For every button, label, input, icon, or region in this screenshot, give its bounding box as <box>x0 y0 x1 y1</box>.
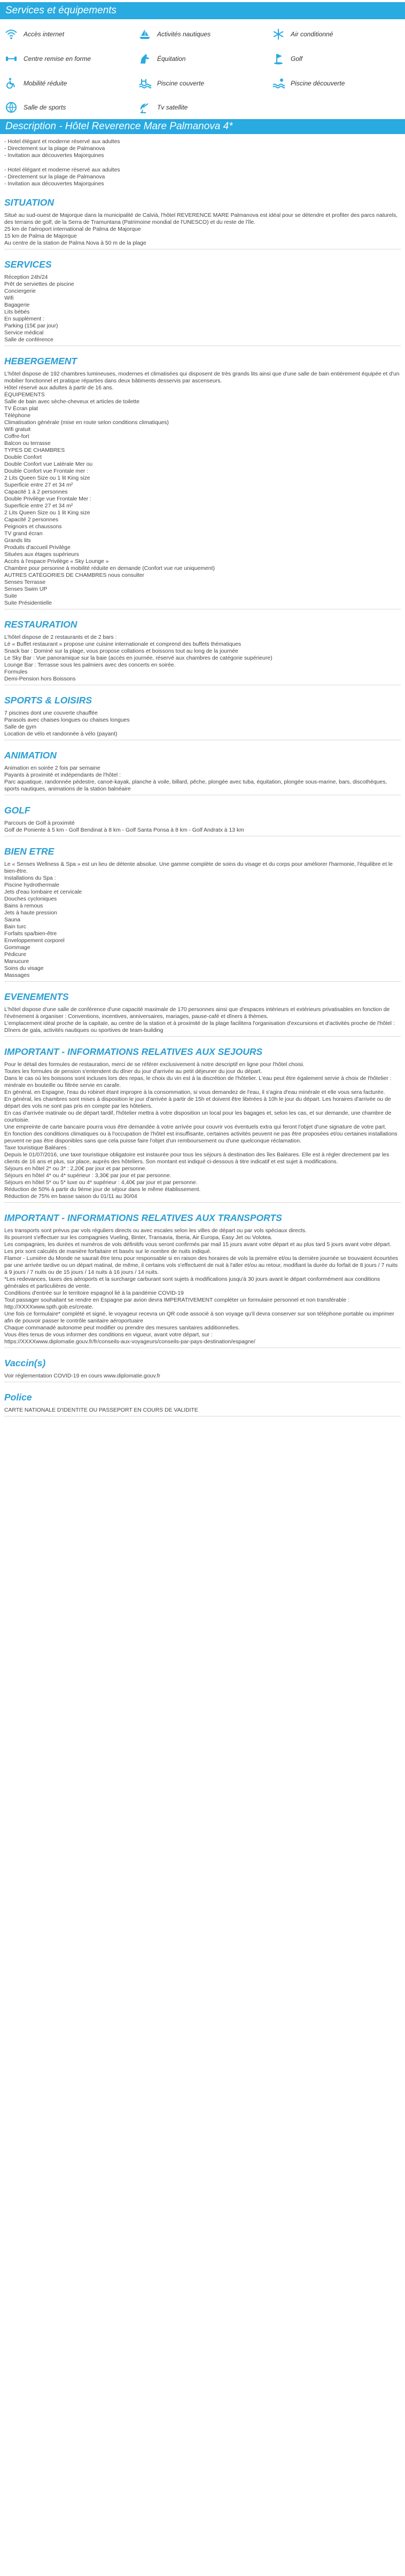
description-content <box>0 134 405 1416</box>
text-line: Wifi <box>4 295 14 301</box>
text-line: Toutes les formules de pension s'entendent du dîner du jour d'arrivée au petit déjeuner du jour du départ. <box>4 1069 262 1075</box>
amenities-grid <box>0 19 405 119</box>
text-line: Le Sky Bar : Vue panoramique sur la baie (accès en journée, réservé aux chambres de catégorie supérieure) <box>4 655 272 661</box>
section <box>4 695 401 740</box>
snowflake-icon <box>271 28 285 40</box>
services-header-title: Services et équipements <box>5 5 117 16</box>
text-line: Suite Présidentielle <box>4 600 52 606</box>
text-line: - Hotel élégant et moderne réservé aux adultes <box>4 139 120 145</box>
text-line: Superficie entre 27 et 34 m² <box>4 482 73 488</box>
text-line: Pédicure <box>4 952 27 958</box>
text-line: Animation en soirée 2 fois par semaine <box>4 765 100 771</box>
section-title: ANIMATION <box>4 750 57 761</box>
amenity-item <box>138 25 271 44</box>
text-line: Lounge Bar : Terrasse sous les palmiers avec des concerts en soirée. <box>4 662 176 668</box>
text-line: Gommage <box>4 945 30 951</box>
text-line: Une empreinte de carte bancaire pourra vous être demandée à votre arrivée pour couvrir vos éventuels extra qui feront l'objet d'une signature de votre part. <box>4 1124 386 1130</box>
text-line: ÉQUIPEMENTS <box>4 392 45 398</box>
text-line: 25 km de l'aéroport international de Palma de Majorque <box>4 226 141 232</box>
text-line: Senses Terrasse <box>4 580 46 585</box>
text-line: En général, les chambres sont mises à disposition le jour d'arrivée à partir de 15h et doivent être libérées à 10h le jour du départ. Les horaires d'arrivée ou de départ des vols ne sont pas pris en compte par les hôteliers. <box>4 1097 391 1109</box>
text-line: L'hôtel dispose de 2 restaurants et de 2 bars : <box>4 635 117 640</box>
text-line: Douches cycloniques <box>4 896 57 902</box>
section <box>4 1212 401 1348</box>
text-line: - Hotel élégant et moderne réservé aux adultes <box>4 167 120 173</box>
outdoor-pool-icon <box>271 77 285 89</box>
text-line: Parcours de Golf à proximité <box>4 820 75 826</box>
amenity-item <box>138 49 271 68</box>
amenity-item <box>138 74 271 93</box>
text-line: Salle de conférence <box>4 337 53 343</box>
amenity-label: Activités nautiques <box>157 30 211 38</box>
text-line: CARTE NATIONALE D'IDENTITE OU PASSEPORT EN COURS DE VALIDITE <box>4 1407 198 1413</box>
intro-block-1 <box>4 138 401 159</box>
amenity-label: Air conditionné <box>291 30 333 38</box>
text-line: Conciergerie <box>4 288 36 294</box>
section-title: SITUATION <box>4 197 54 208</box>
section-body <box>4 765 401 793</box>
text-line: Taxe touristique Baléares : <box>4 1145 70 1151</box>
section <box>4 1046 401 1203</box>
text-line: Piscine hydrothermale <box>4 882 59 888</box>
text-line: Téléphone <box>4 413 31 419</box>
section-body <box>4 1407 401 1414</box>
text-line: - Invitation aux découvertes Majorquines <box>4 181 104 187</box>
amenity-item <box>4 98 138 117</box>
text-line: Jets à haute pression <box>4 910 57 916</box>
text-line: Lits bébés <box>4 309 30 315</box>
wheelchair-icon <box>4 77 18 89</box>
boat-icon <box>138 28 152 40</box>
section-body <box>4 710 401 738</box>
text-line: Suite <box>4 593 17 599</box>
text-line: Chambre pour personne à mobilité réduite en demande (Confort vue rue uniquement) <box>4 566 215 571</box>
text-line: Snack bar : Dominé sur la plage, vous propose collations et boissons tout au long de la journée <box>4 648 238 654</box>
text-line: Location de vélo et randonnée à vélo (payant) <box>4 731 118 737</box>
text-line: Séjours en hôtel 5* ou 5* luxe ou 4* supérieur : 4,40€ par jour et par personne. <box>4 1180 198 1186</box>
text-line: Conditions d'entrée sur le territoire espagnol lié à la pandémie COVID-19 <box>4 1290 184 1296</box>
divider <box>4 1036 401 1037</box>
text-line: Soins du visage <box>4 966 44 972</box>
text-line: Capacité 2 personnes <box>4 517 59 523</box>
description-title: Description - Hôtel Reverence Mare Palmanova 4* <box>5 121 233 132</box>
section-body <box>4 1061 401 1200</box>
text-line: https://XXXXwww.diplomatie.gouv.fr/fr/conseils-aux-voyageurs/conseils-par-pays-destination/espagne/ <box>4 1339 255 1345</box>
intro-block-2 <box>4 167 401 187</box>
text-line: Bagagerie <box>4 302 30 308</box>
section-title: GOLF <box>4 805 30 816</box>
text-line: Wifi gratuit <box>4 427 31 433</box>
amenity-item <box>271 25 405 44</box>
text-line: Ils pourront s'effectuer sur les compagnies Vueling, Binter, Transavia, Iberia, Air Europa, Easy Jet ou Volotea. <box>4 1235 272 1241</box>
text-line: 7 piscines dont une couverte chauffée <box>4 710 98 716</box>
text-line: En fonction des conditions climatiques ou à l'occupation de l'hôtel est insuffisante, certaines activités peuvent ne pas être proposées et/ou certaines installations peuvent ne pas être disponibles sans que cela puisse faire l'objet d'un remboursement ou d'une quelconque réclamation. <box>4 1131 398 1144</box>
text-line: Grands lits <box>4 538 31 544</box>
section <box>4 750 401 795</box>
text-line: Salle de bain avec sèche-cheveux et articles de toilette <box>4 399 139 405</box>
text-line: TV grand écran <box>4 531 43 537</box>
section-body <box>4 371 401 607</box>
text-line: Sauna <box>4 917 21 923</box>
horse-icon <box>138 53 152 65</box>
text-line: Dans le cas où les boissons sont incluses lors des repas, le choix du vin est à la discrétion de l'hôtelier. L'eau peut être également servie à choix de l'hôtelier : minérale en bouteille ou filtrée servie en carafe. <box>4 1076 392 1089</box>
text-line: Manucure <box>4 959 29 965</box>
section-title: SPORTS & LOISIRS <box>4 695 92 706</box>
text-line: Balcon ou terrasse <box>4 441 51 447</box>
section <box>4 991 401 1037</box>
amenity-label: Mobilité réduite <box>24 79 67 87</box>
text-line: L'hôtel dispose d'une salle de conférence d'une capacité maximale de 170 personnes ainsi que d'espaces intérieurs et extérieurs privatisables en fonction de l'événement à organiser : Conventions, incentives, anniversaires, mariages, pause-café et dîners à thèmes. <box>4 1007 390 1020</box>
divider <box>4 981 401 982</box>
text-line: Situées aux étages supérieurs <box>4 552 79 558</box>
text-line: Formules <box>4 669 28 675</box>
text-line: 2 Lits Queen Size ou 1 lit King size <box>4 510 90 516</box>
text-line: Bain turc <box>4 924 27 930</box>
amenity-label: Golf <box>291 54 303 62</box>
section-title: SERVICES <box>4 259 52 270</box>
text-line: Parasols avec chaises longues ou chaises longues <box>4 717 130 723</box>
section-body <box>4 634 401 683</box>
section-title: BIEN ETRE <box>4 846 54 857</box>
text-line: Produits d'accueil Privilège <box>4 545 71 551</box>
text-line: Séjours en hôtel 2* ou 3* : 2,20€ par jour et par personne. <box>4 1166 147 1172</box>
text-line: Capacité 1 à 2 personnes <box>4 489 68 495</box>
text-line: Au centre de la station de Palma Nova à 50 m de la plage <box>4 240 146 246</box>
section <box>4 356 401 609</box>
text-line: Jets d'eau lombaire et cervicale <box>4 889 82 895</box>
text-line: Tout passager souhaitant se rendre en Espagne par avion devra IMPERATIVEMENT compléter un formulaire personnel et non transférable : http://XXXXwww.spth.gob.es/create. <box>4 1297 349 1310</box>
text-line: Prêt de serviettes de piscine <box>4 281 74 287</box>
text-line: Enveloppement corporel <box>4 938 65 944</box>
section-title: Vaccin(s) <box>4 1358 46 1368</box>
text-line: Parc aquatique, randonnée pédestre, canoë-kayak, planche à voile, billard, pêche, plongée avec tuba, équitation, plongée sous-marine, bars, discothèques, sports nautiques, animations de la station balnéaire <box>4 779 387 792</box>
services-header-band <box>0 2 405 19</box>
text-line: Les prix sont calculés de manière forfaitaire et basés sur le nombre de nuits indiqué. <box>4 1249 212 1255</box>
text-line: Salle de gym <box>4 724 37 730</box>
text-line: L'hôtel dispose de 192 chambres lumineuses, modernes et climatisées qui disposent de très grands lits ainsi que d'une salle de bain entièrement équipée et d'un mobilier fonctionnel et pratique réparties dans deux bâtiments desservis par ascenseurs. <box>4 371 400 384</box>
section <box>4 259 401 346</box>
amenity-item <box>4 74 138 93</box>
amenity-label: Équitation <box>157 54 186 62</box>
section <box>4 805 401 836</box>
text-line: Demi-Pension hors Boissons <box>4 676 76 682</box>
text-line: Senses Swim UP <box>4 586 48 592</box>
text-line: - Directement sur la plage de Palmanova <box>4 174 105 180</box>
text-line: Les transports sont prévus par vols réguliers directs ou avec escales selon les villes de départ ou par vols spéciaux directs. <box>4 1228 307 1234</box>
section-body <box>4 212 401 247</box>
text-line: Une fois ce formulaire* complété et signé, le voyageur recevra un QR code associé à son voyage qu'il devra conserver sur son téléphone portable ou imprimer afin de pouvoir passer le contrôle sanitaire aéroportuaire <box>4 1311 394 1324</box>
text-line: Double Confort vue Frontale mer : <box>4 468 89 474</box>
amenity-label: Tv satellite <box>157 104 188 112</box>
text-line: En supplément : <box>4 316 45 322</box>
text-line: Réduction de 75% en basse saison du 01/11 au 30/04 <box>4 1194 137 1200</box>
text-line: Golf de Poniente à 5 km - Golf Bendinat à 8 km - Golf Santa Ponsa à 8 km - Golf Andratx à 13 km <box>4 827 244 833</box>
description-header-band <box>0 119 405 134</box>
text-line: - Invitation aux découvertes Majorquines <box>4 153 104 159</box>
amenity-item <box>138 98 271 117</box>
text-line: Double Confort vue Latérale Mer ou <box>4 461 93 467</box>
amenity-item <box>4 49 138 68</box>
text-line: Lé « Buffet restaurant » propose une cuisine internationale et comprend des buffets thématiques <box>4 641 242 647</box>
section-body <box>4 820 401 834</box>
section-title: RESTAURATION <box>4 619 77 630</box>
text-line: Parking (15€ par jour) <box>4 323 58 329</box>
section-body <box>4 1227 401 1345</box>
text-line: En cas d'arrivée matinale ou de départ tardif, l'hôtelier mettra à votre disposition un local pour les bagages et, selon les cas, et sur demande, une chambre de courtoisie. <box>4 1110 392 1123</box>
text-line: Forfaits spa/bien-être <box>4 931 57 937</box>
section <box>4 1392 401 1416</box>
amenity-item <box>4 25 138 44</box>
sections-container <box>4 197 401 1416</box>
text-line: Massages <box>4 973 30 978</box>
text-line: Double Confort <box>4 455 42 460</box>
text-line: Pour le détail des formules de restauration, merci de se référer exclusivement à notre descriptif en ligne pour l'hôtel choisi. <box>4 1062 305 1068</box>
text-line: *Les redevances, taxes des aéroports et la surcharge carburant sont sujets à modifications jusqu'à 30 jours avant le départ conformément aux conditions générales et particulières de vente. <box>4 1277 380 1289</box>
text-line: L'emplacement idéal proche de la capitale, au centre de la station et à proximité de la plage facilitera l'organisation d'excursions et d'activités proche de l'hôtel : Dîners de gala, activités nautiques ou sportives de team-building <box>4 1021 395 1033</box>
text-line: Vous êtes tenus de vous informer des conditions en vigueur, avant votre départ, sur : <box>4 1332 213 1338</box>
satellite-icon <box>138 101 152 113</box>
text-line: Depuis le 01/07/2016, une taxe touristique obligatoire est instaurée pour tous les séjours à destination des îles Baléares. Elle est à régler directement par les clients de 16 ans et plus, sur place, auprès des hôteliers. Son montant est indiqué ci-dessous à titre indicatif et est sujet à modifications. <box>4 1152 390 1165</box>
text-line: Service médical <box>4 330 44 336</box>
text-line: Hôtel réservé aux adultes à partir de 16 ans. <box>4 385 114 391</box>
text-line: 15 km de Palma de Majorque <box>4 233 77 239</box>
dumbbell-icon <box>4 53 18 65</box>
text-line: TYPES DE CHAMBRES <box>4 448 65 453</box>
section-body <box>4 861 401 979</box>
golf-flag-icon <box>271 53 285 65</box>
amenity-label: Centre remise en forme <box>24 54 91 62</box>
section <box>4 197 401 249</box>
text-line: Réception 24h/24 <box>4 275 48 280</box>
section-title: HEBERGEMENT <box>4 356 77 366</box>
text-line: TV Écran plat <box>4 406 38 412</box>
amenity-label: Salle de sports <box>24 104 66 112</box>
text-line: 2 Lits Queen Size ou 1 lit King size <box>4 475 90 481</box>
text-line: Superficie entre 27 et 34 m² <box>4 503 73 509</box>
text-line: En général, en Espagne, l'eau du robinet étant impropre à la consommation, si vous demandez de l'eau, il s'agira d'eau minérale et elle vous sera facturée. <box>4 1090 385 1095</box>
wifi-icon <box>4 28 18 40</box>
text-line: Les compagnies, les durées et numéros de vols définitifs vous seront confirmés par mail 15 jours avant votre départ et au plus tard 5 jours avant votre départ. <box>4 1242 392 1248</box>
text-line: Situé au sud-ouest de Majorque dans la municipalité de Calvià, l'hôtel REVERENCE MARE Palmanova est idéal pour se détendre et profiter des parcs naturels, des terrains de golf, de la Serra de Tramuntana (Patrimoine mondial de l'UNESCO) et du reste de l'île. <box>4 213 398 225</box>
section-body <box>4 1006 401 1034</box>
text-line: Séjours en hôtel 4* ou 4* supérieur : 3,30€ par jour et par personne. <box>4 1173 172 1179</box>
sport-icon <box>4 101 18 113</box>
text-line: Flamor - Lumière du Monde ne saurait être tenu pour responsable si en raison des horaires de vols la première et/ou la dernière journée se trouvaient écourtées par une arrivée tardive ou un départ matinal, de même, il certains vols s'effectuent de nuit à l'aller et/ou au retour, modifiant la durée du forfait de 8 jours / 7 nuits à 9 jours / 7 nuits ou de 15 jours / 14 nuits à 16 jours / 14 nuits. <box>4 1256 398 1275</box>
text-line: Payants à proximité et indépendants de l'hôtel : <box>4 772 121 778</box>
text-line: AUTRES CATÉGORIES DE CHAMBRES nous consulter <box>4 573 144 578</box>
section <box>4 1358 401 1382</box>
amenity-item <box>271 49 405 68</box>
text-line: Accès à l'espace Privilège « Sky Lounge » <box>4 559 109 565</box>
section <box>4 619 401 685</box>
pool-icon <box>138 77 152 89</box>
amenity-item <box>271 74 405 93</box>
text-line: - Directement sur la plage de Palmanova <box>4 146 105 152</box>
section-body <box>4 274 401 343</box>
section-title: IMPORTANT - INFORMATIONS RELATIVES AUX SEJOURS <box>4 1046 263 1057</box>
text-line: Le « Senses Wellness & Spa » est un lieu de détente absolue. Une gamme complète de soins du visage et du corps pour améliorer l'harmonie, l'équilibre et le bien-être. <box>4 862 393 874</box>
text-line: Peignoirs et chaussons <box>4 524 62 530</box>
text-line: Voir réglementation COVID-19 en cours www.diplomatie.gouv.fr <box>4 1373 161 1379</box>
amenity-label: Piscine couverte <box>157 79 205 87</box>
text-line: Climatisation générale (mise en route selon conditions climatiques) <box>4 420 169 426</box>
section-title: IMPORTANT - INFORMATIONS RELATIVES AUX TRANSPORTS <box>4 1212 282 1223</box>
text-line: Coffre-fort <box>4 434 29 440</box>
section-body <box>4 1373 401 1380</box>
text-line: Installations du Spa : <box>4 875 56 881</box>
amenity-label: Piscine découverte <box>291 79 345 87</box>
text-line: Double Privilège vue Frontale Mer : <box>4 496 91 502</box>
text-line: Bains à remous <box>4 903 43 909</box>
section-title: EVENEMENTS <box>4 991 69 1002</box>
section <box>4 846 401 982</box>
text-line: Chaque commanadé autonome peut modifier ou prendre des mesures sanitaires additionnelles. <box>4 1325 240 1331</box>
section-title: Police <box>4 1392 32 1403</box>
text-line: Réduction de 50% à partir du 9ème jour de séjour dans le même établissement. <box>4 1187 201 1193</box>
divider <box>4 1202 401 1203</box>
amenity-label: Accès internet <box>24 30 65 38</box>
